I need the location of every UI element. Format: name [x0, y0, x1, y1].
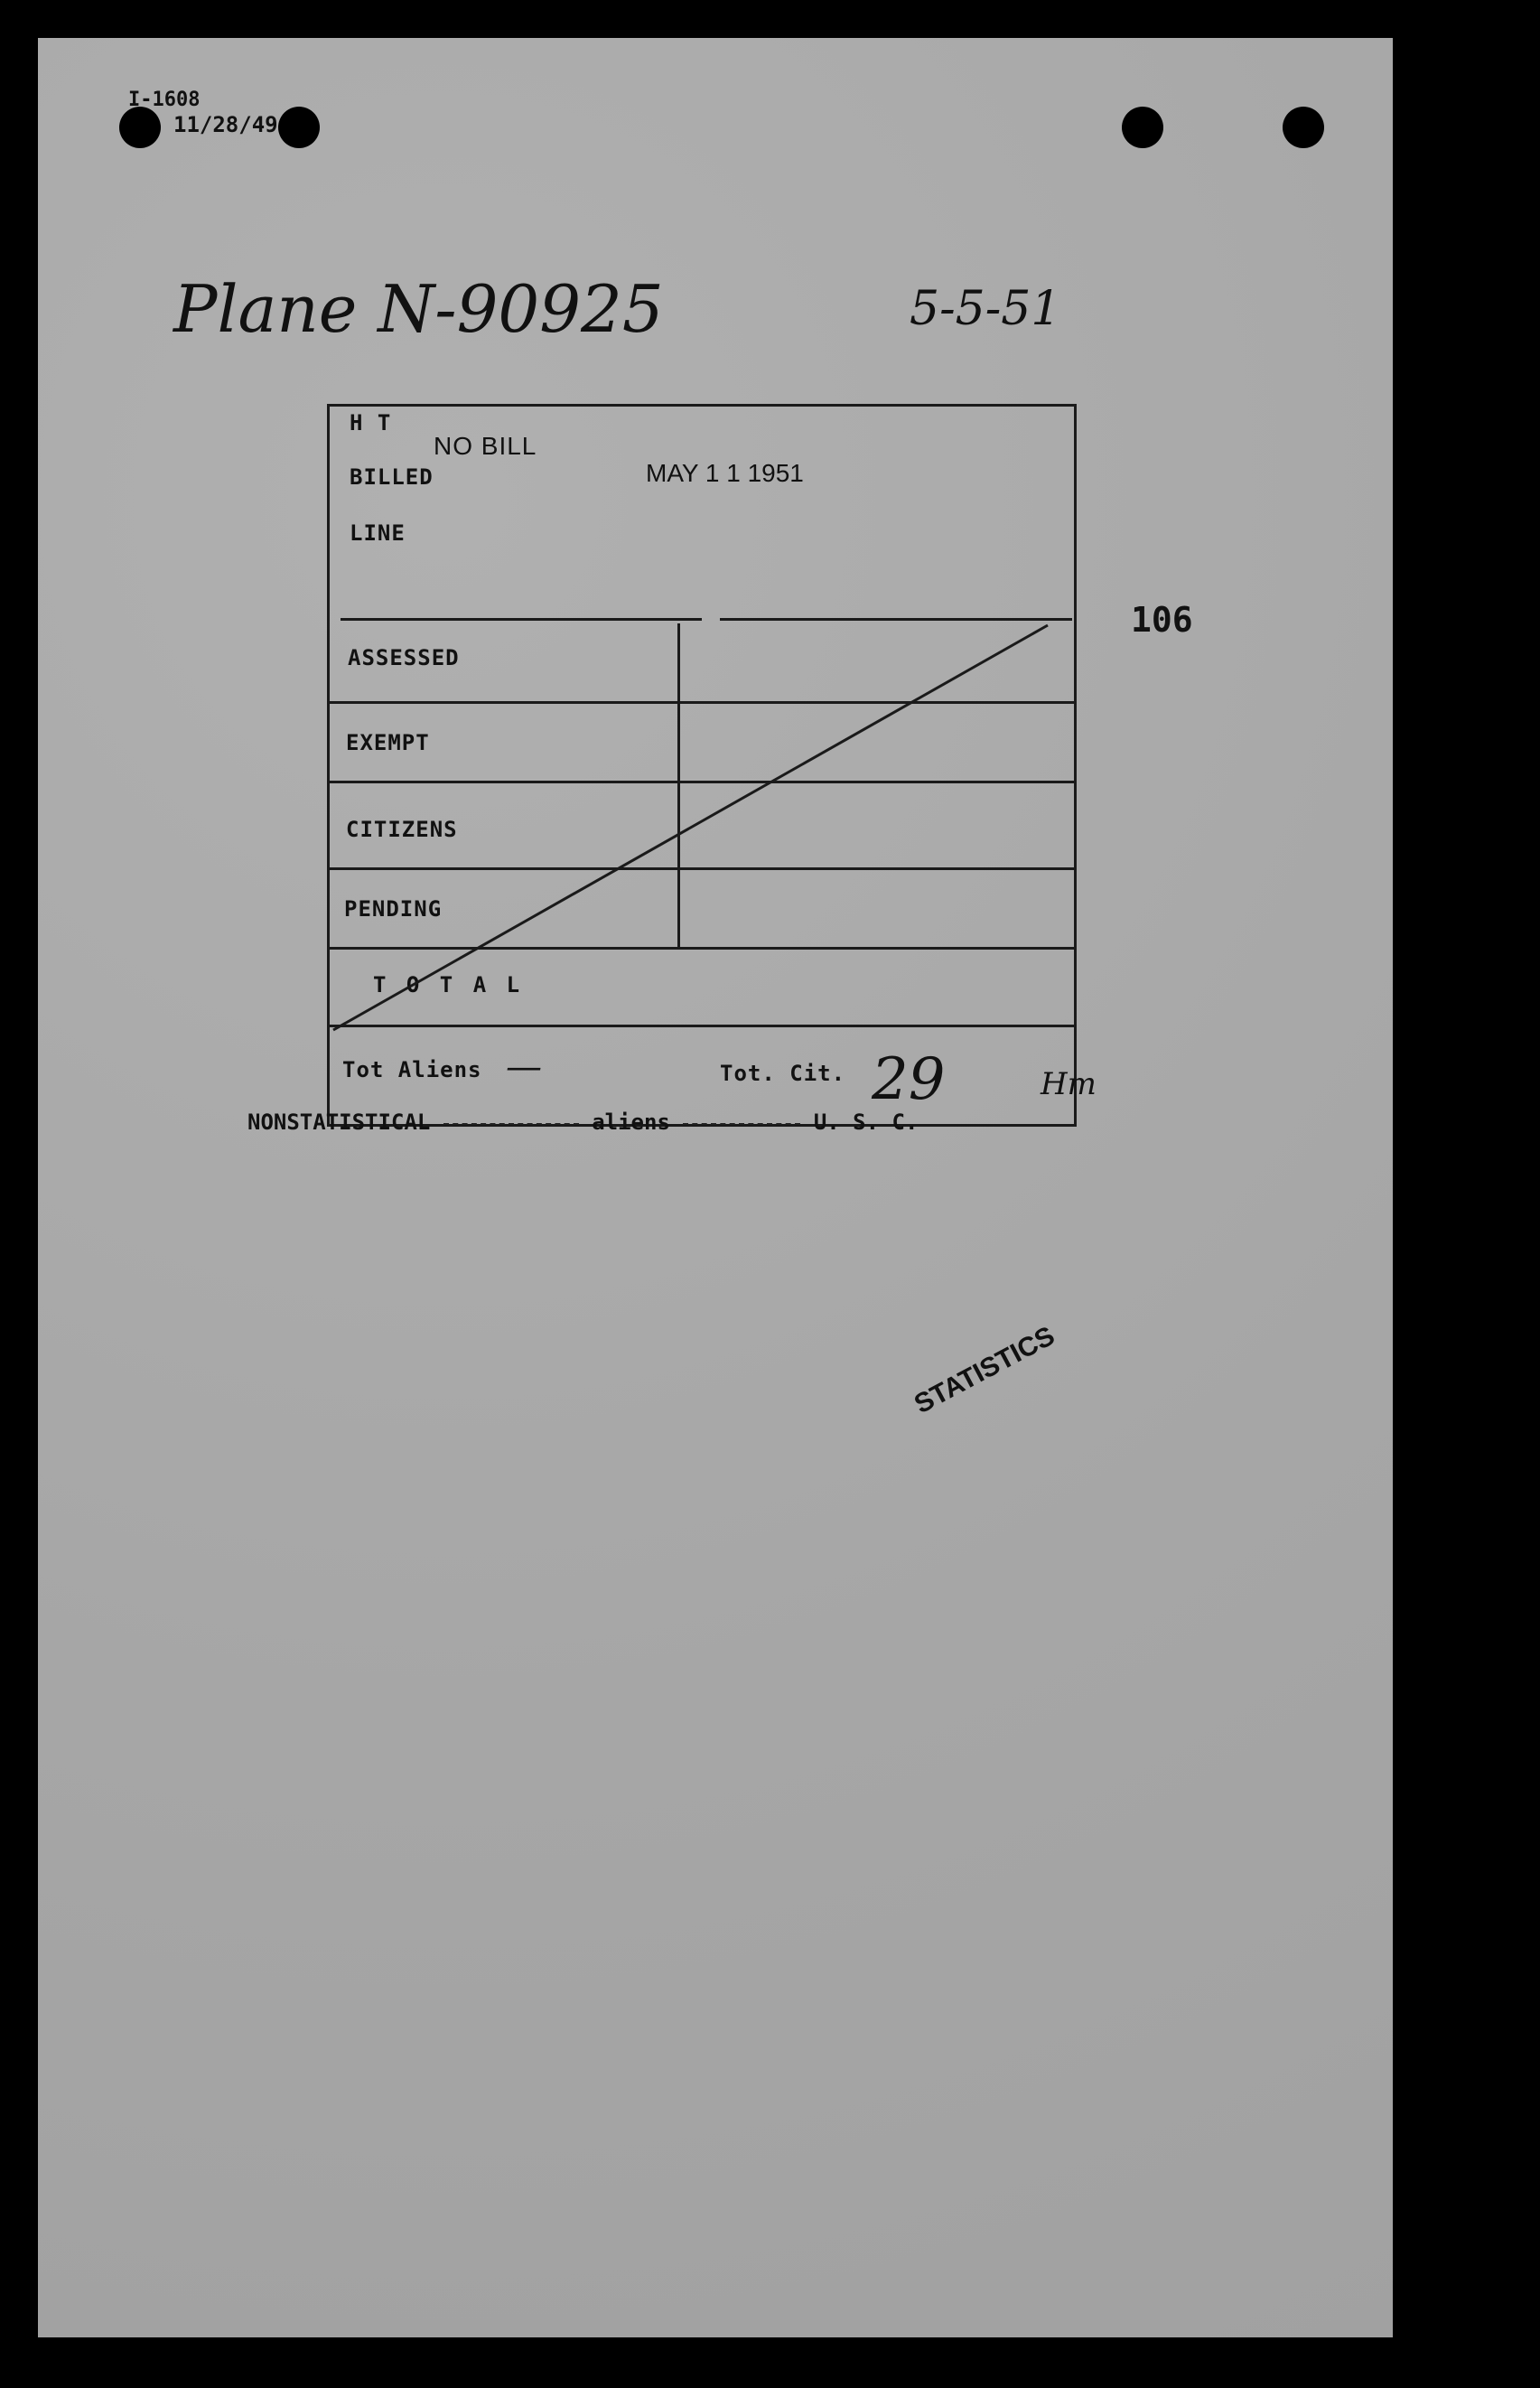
document-page: [38, 38, 1393, 2337]
pending-label: PENDING: [344, 896, 443, 922]
tot-aliens-label: Tot Aliens: [342, 1057, 482, 1082]
aliens-label: aliens: [592, 1110, 670, 1135]
statistics-form: [327, 404, 1077, 1127]
punch-hole-right-1: [1122, 107, 1163, 148]
form-date: 11/28/49: [173, 112, 278, 137]
nonstatistical-line: [247, 1110, 918, 1135]
usc-label: U. S. C.: [813, 1110, 919, 1135]
statistics-stamp: STATISTICS: [910, 1320, 1060, 1420]
exempt-label: EXEMPT: [346, 730, 430, 755]
billed-label: BILLED: [350, 464, 434, 490]
date-stamp: MAY 1 1 1951: [646, 459, 804, 487]
plane-number: Plane N-90925: [173, 271, 664, 347]
strike-line: [330, 407, 1079, 1129]
nonstatistical-label: NONSTATISTICAL: [247, 1110, 431, 1135]
punch-hole-right-2: [1283, 107, 1324, 148]
manifest-number: 106: [1131, 600, 1193, 640]
handwritten-date: 5-5-51: [910, 282, 1061, 336]
nonstatistical-blank: [443, 1121, 579, 1125]
tot-aliens-value: —: [506, 1046, 542, 1088]
punch-hole-left: [119, 107, 161, 148]
line-label: LINE: [350, 520, 406, 546]
ht-label: H T: [350, 410, 392, 435]
assessed-label: ASSESSED: [348, 645, 460, 670]
punch-hole-left-2: [278, 107, 320, 148]
aliens-blank: [683, 1121, 800, 1125]
form-code: I-1608: [128, 89, 201, 111]
tot-cit-label: Tot. Cit.: [720, 1061, 846, 1086]
citizens-label: CITIZENS: [346, 817, 458, 842]
no-bill-stamp: NO BILL: [434, 432, 537, 460]
tot-cit-value: 29: [872, 1046, 946, 1113]
total-label: T O T A L: [373, 972, 524, 997]
initials: Hm: [1041, 1066, 1097, 1102]
